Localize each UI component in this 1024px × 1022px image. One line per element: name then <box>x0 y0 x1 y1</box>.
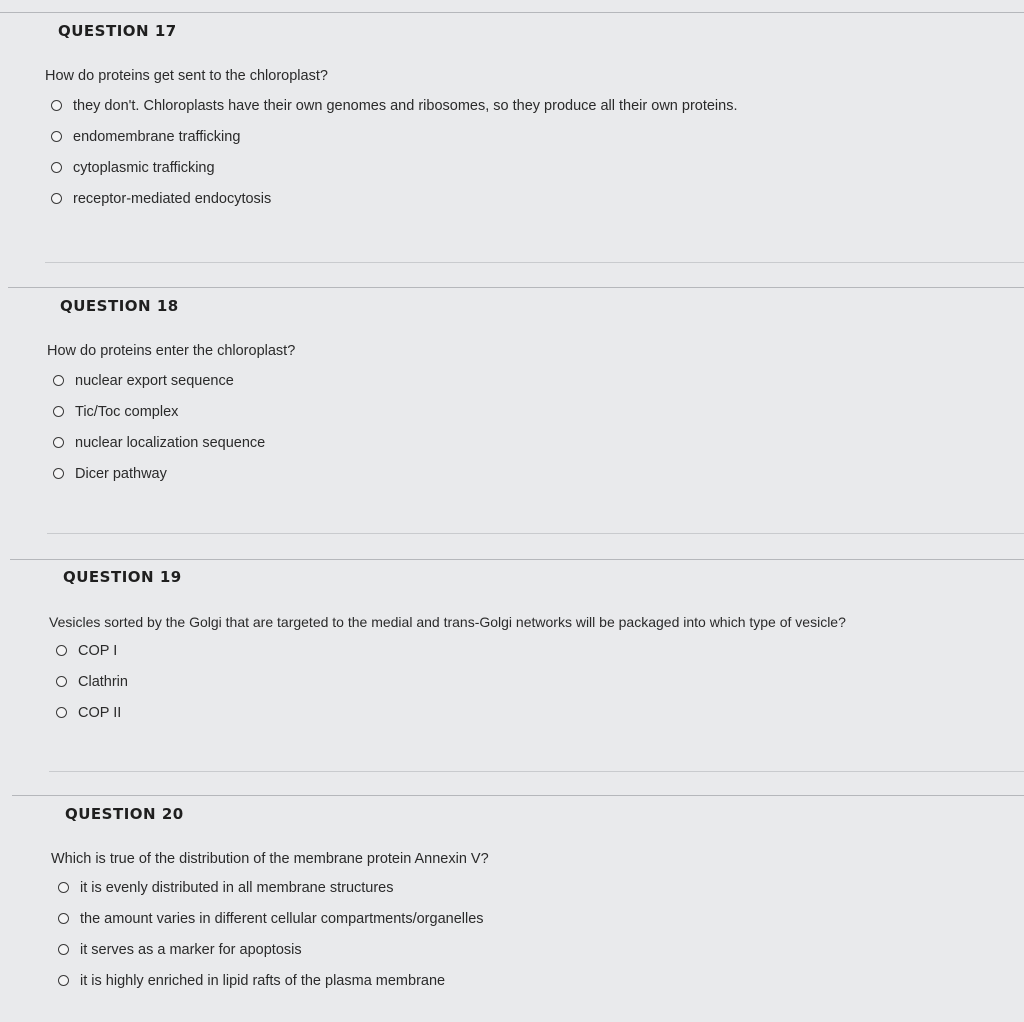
question-text: How do proteins enter the chloroplast? <box>47 343 296 359</box>
radio-button[interactable] <box>51 162 62 173</box>
radio-button[interactable] <box>58 975 69 986</box>
question-18 <box>47 297 1022 489</box>
radio-button[interactable] <box>51 131 62 142</box>
question-text: Vesicles sorted by the Golgi that are targeted to the medial and trans-Golgi networks will be packaged into which type of vesicle? <box>49 614 846 630</box>
options-list <box>58 872 1021 996</box>
options-list <box>56 635 1024 728</box>
answer-option[interactable]: Clathrin <box>56 666 1024 697</box>
question-text: Which is true of the distribution of the membrane protein Annexin V? <box>51 851 489 867</box>
answer-option[interactable]: it is evenly distributed in all membrane structures <box>58 872 1021 903</box>
radio-button[interactable] <box>51 193 62 204</box>
radio-button[interactable] <box>53 406 64 417</box>
radio-button[interactable] <box>51 100 62 111</box>
radio-button[interactable] <box>58 913 69 924</box>
options-list <box>53 365 1022 489</box>
answer-option[interactable]: Dicer pathway <box>53 458 1022 489</box>
question-divider <box>47 533 1024 534</box>
radio-button[interactable] <box>56 676 67 687</box>
section-divider <box>12 795 1024 796</box>
answer-option[interactable]: Tic/Toc complex <box>53 396 1022 427</box>
radio-button[interactable] <box>56 707 67 718</box>
answer-option[interactable]: nuclear localization sequence <box>53 427 1022 458</box>
answer-option[interactable]: they don't. Chloroplasts have their own genomes and ribosomes, so they produce all their own proteins. <box>51 90 1020 121</box>
answer-option[interactable]: it serves as a marker for apoptosis <box>58 934 1021 965</box>
question-divider <box>49 771 1024 772</box>
answer-option[interactable]: cytoplasmic trafficking <box>51 152 1020 183</box>
section-divider <box>8 287 1024 288</box>
question-title: QUESTION 17 <box>58 22 177 40</box>
question-17 <box>45 22 1020 214</box>
question-title: QUESTION 20 <box>65 805 184 823</box>
answer-option[interactable]: endomembrane trafficking <box>51 121 1020 152</box>
answer-option[interactable]: it is highly enriched in lipid rafts of the plasma membrane <box>58 965 1021 996</box>
radio-button[interactable] <box>58 882 69 893</box>
question-title: QUESTION 18 <box>60 297 179 315</box>
section-divider <box>10 559 1024 560</box>
answer-option[interactable]: COP I <box>56 635 1024 666</box>
question-divider <box>45 262 1024 263</box>
answer-option[interactable]: COP II <box>56 697 1024 728</box>
answer-option[interactable]: nuclear export sequence <box>53 365 1022 396</box>
radio-button[interactable] <box>53 468 64 479</box>
question-19 <box>49 568 1024 728</box>
radio-button[interactable] <box>53 437 64 448</box>
answer-option[interactable]: receptor-mediated endocytosis <box>51 183 1020 214</box>
question-title: QUESTION 19 <box>63 568 182 586</box>
options-list <box>51 90 1020 214</box>
radio-button[interactable] <box>53 375 64 386</box>
answer-option[interactable]: the amount varies in different cellular compartments/organelles <box>58 903 1021 934</box>
radio-button[interactable] <box>56 645 67 656</box>
radio-button[interactable] <box>58 944 69 955</box>
question-20 <box>51 805 1021 996</box>
top-divider <box>0 12 1024 13</box>
question-text: How do proteins get sent to the chloroplast? <box>45 68 328 84</box>
